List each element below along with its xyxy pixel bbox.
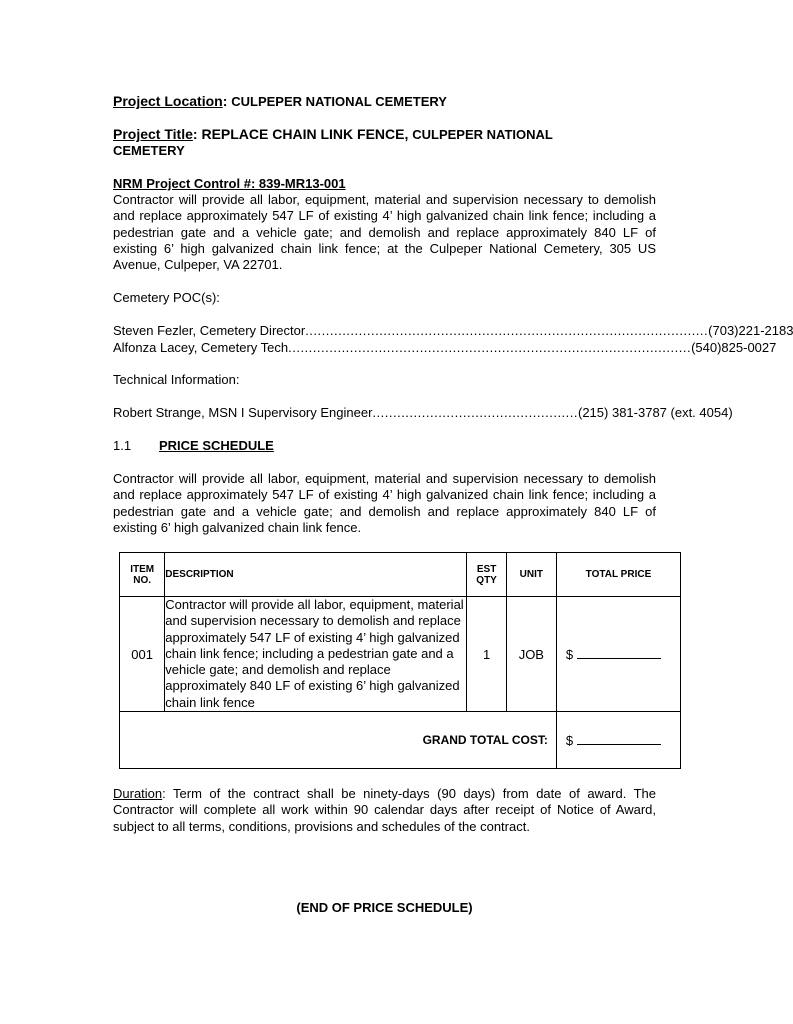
grand-total-dollar: $ <box>565 732 574 748</box>
header-item-no <box>120 553 165 597</box>
poc-contact-phone: (540)825-0027 <box>691 340 777 355</box>
header-total-price: TOTAL PRICE <box>556 553 680 597</box>
poc-contact-phone: (703)221-2183 <box>708 323 793 338</box>
header-item-line2: NO. <box>133 574 152 586</box>
nrm-project-control: NRM Project Control #: 839-MR13-001 <box>113 176 346 191</box>
project-title-line2: CEMETERY <box>113 143 185 158</box>
project-location-value: CULPEPER NATIONAL CEMETERY <box>231 94 447 109</box>
poc-contact-row: Steven Fezler, Cemetery Director .................................................................................................. (703)221-2183 <box>113 323 793 338</box>
project-title: Project Title: REPLACE CHAIN LINK FENCE, CULPEPER NATIONAL <box>113 126 553 142</box>
poc-contact-name: Alfonza Lacey, Cemetery Tech <box>113 340 289 355</box>
header-qty-line1: EST <box>476 563 497 575</box>
section-number: 1.1 <box>113 438 132 453</box>
poc-heading: Cemetery POC(s): <box>113 290 220 305</box>
header-qty-line2: QTY <box>476 574 497 586</box>
technical-contact-row: Robert Strange, MSN I Supervisory Engineer .................................................. (215) 381-3787 (ext. 4054) <box>113 405 733 420</box>
table-header-row <box>120 553 681 597</box>
row-total-price[interactable] <box>556 597 680 712</box>
header-unit: UNIT <box>506 553 556 597</box>
price-schedule-paragraph: Contractor will provide all labor, equipment, material and supervision necessary to demolish and replace approximately 547 LF of existing 4’ high galvanized chain link fence; including a pedestrian gate and a vehicle gate; and demolish and replace approximately 840 LF of existing 6’ high galvanized chain link fence. <box>113 471 656 535</box>
project-title-value-rest: CULPEPER NATIONAL <box>412 127 553 142</box>
price-schedule-heading: PRICE SCHEDULE <box>159 438 274 453</box>
row-description: Contractor will provide all labor, equipment, material and supervision necessary to demolish and replace approximately 547 LF of existing 4’ high galvanized chain link fence; including a pedestrian gate and a vehicle gate; and demolish and replace approximately 840 LF of existing 6’ high galvanized chain link fence <box>165 597 467 712</box>
grand-total-blank <box>577 733 661 745</box>
header-description: DESCRIPTION <box>165 553 467 597</box>
poc-contact-row: Alfonza Lacey, Cemetery Tech .................................................................................................. (540)825-0027 <box>113 340 777 355</box>
row-total-dollar: $ <box>565 646 574 662</box>
duration-paragraph <box>113 786 656 835</box>
project-location-label: Project Location <box>113 93 223 109</box>
technical-heading: Technical Information: <box>113 372 240 387</box>
technical-contact-name: Robert Strange, MSN I Supervisory Engineer <box>113 405 373 420</box>
grand-total-label: GRAND TOTAL COST: <box>120 712 557 769</box>
price-schedule-table <box>119 552 681 769</box>
duration-label: Duration <box>113 786 163 801</box>
nrm-paragraph: Contractor will provide all labor, equipment, material and supervision necessary to demolish and replace approximately 547 LF of existing 4’ high galvanized chain link fence; including a pedestrian gate and a vehicle gate; and demolish and replace approximately 840 LF of existing 6’ high galvanized chain link fence; at the Culpeper National Cemetery, 305 US Avenue, Culpeper, VA 22701. <box>113 192 656 273</box>
duration-text: : Term of the contract shall be ninety-days (90 days) from date of award. The Contractor will complete all work within 90 calendar days after receipt of Notice of Award, subject to all terms, conditions, provisions and schedules of the contract. <box>113 786 656 834</box>
row-item-no: 001 <box>120 597 165 712</box>
header-item-line1: ITEM <box>130 563 155 575</box>
row-unit: JOB <box>506 597 556 712</box>
grand-total-value[interactable] <box>556 712 680 769</box>
technical-contact-phone: (215) 381-3787 (ext. 4054) <box>578 405 733 420</box>
poc-contact-name: Steven Fezler, Cemetery Director <box>113 323 306 338</box>
header-est-qty <box>467 553 506 597</box>
project-title-label: Project Title <box>113 126 193 142</box>
project-location: Project Location: CULPEPER NATIONAL CEMETERY <box>113 93 447 109</box>
row-est-qty: 1 <box>467 597 506 712</box>
grand-total-row <box>120 712 681 769</box>
end-of-price-schedule: (END OF PRICE SCHEDULE) <box>296 900 473 915</box>
table-row <box>120 597 681 712</box>
row-total-blank <box>577 647 661 659</box>
project-title-value: REPLACE CHAIN LINK FENCE, <box>201 126 409 142</box>
